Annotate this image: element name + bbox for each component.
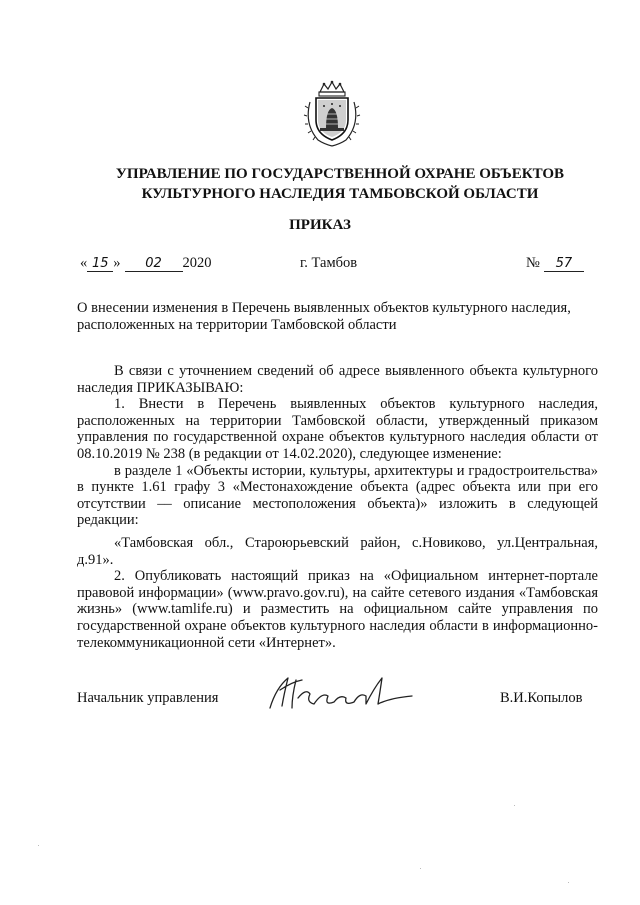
order-number [526, 255, 584, 272]
document-type: ПРИКАЗ [289, 217, 351, 233]
scan-speck [420, 868, 421, 869]
order-year: 2020 [182, 255, 212, 271]
order-subject-line1: О внесении изменения в Перечень выявленных объектов культурного наследия, [77, 300, 571, 316]
order-day: 15 [87, 257, 113, 272]
quote-open: « [80, 255, 88, 271]
order-subject-line2: расположенных на территории Тамбовской области [77, 317, 397, 333]
number-prefix: № [526, 255, 540, 271]
order-subject [77, 300, 597, 334]
signer-position: Начальник управления [77, 690, 219, 706]
body-paragraph-1: В связи с уточнением сведений об адресе выявленного объекта культурного наследия ПРИКАЗЫВАЮ: [77, 363, 598, 396]
scan-speck [568, 882, 569, 883]
scan-speck [514, 805, 515, 806]
signature-icon [262, 668, 422, 718]
order-date [80, 255, 212, 272]
body-paragraph-2: 1. Внести в Перечень выявленных объектов культурного наследия, расположенных на территории Тамбовской области, утвержденный приказом управления по государственной охране объектов культурного наследия области от 08.10.2019 № 238 (в редакции от 14.02.2020), следующее изменение: [77, 396, 598, 462]
order-body [77, 363, 598, 651]
organization-name-line2: КУЛЬТУРНОГО НАСЛЕДИЯ ТАМБОВСКОЙ ОБЛАСТИ [141, 186, 539, 202]
body-paragraph-4: «Тамбовская обл., Староюрьевский район, с.Новиково, ул.Центральная, д.91». [77, 534, 598, 568]
order-number-value: 57 [544, 257, 584, 272]
quote-close: » [113, 255, 121, 271]
organization-name [60, 164, 620, 204]
organization-name-line1: УПРАВЛЕНИЕ ПО ГОСУДАРСТВЕННОЙ ОХРАНЕ ОБЪЕКТОВ [115, 166, 565, 182]
order-month: 02 [125, 257, 183, 272]
body-paragraph-5: 2. Опубликовать настоящий приказ на «Официальном интернет-портале правовой информации» (www.pravo.gov.ru), на сайте сетевого издания «Тамбовская жизнь» (www.tamlife.ru) и разместить на официальном сайте управления по государственной охране объектов культурного наследия области в информационно-телекоммуникационной сети «Интернет». [77, 568, 598, 651]
body-paragraph-3: в разделе 1 «Объекты истории, культуры, архитектуры и градостроительства» в пункте 1.61 графу 3 «Местонахождение объекта (адрес объекта или при его отсутствии –– описание местоположения объекта)» изложить в следующей редакции: [77, 462, 598, 529]
signer-name: В.И.Копылов [500, 690, 583, 706]
scan-speck [38, 845, 39, 846]
order-city: г. Тамбов [300, 255, 358, 271]
coat-of-arms-icon [302, 80, 362, 148]
